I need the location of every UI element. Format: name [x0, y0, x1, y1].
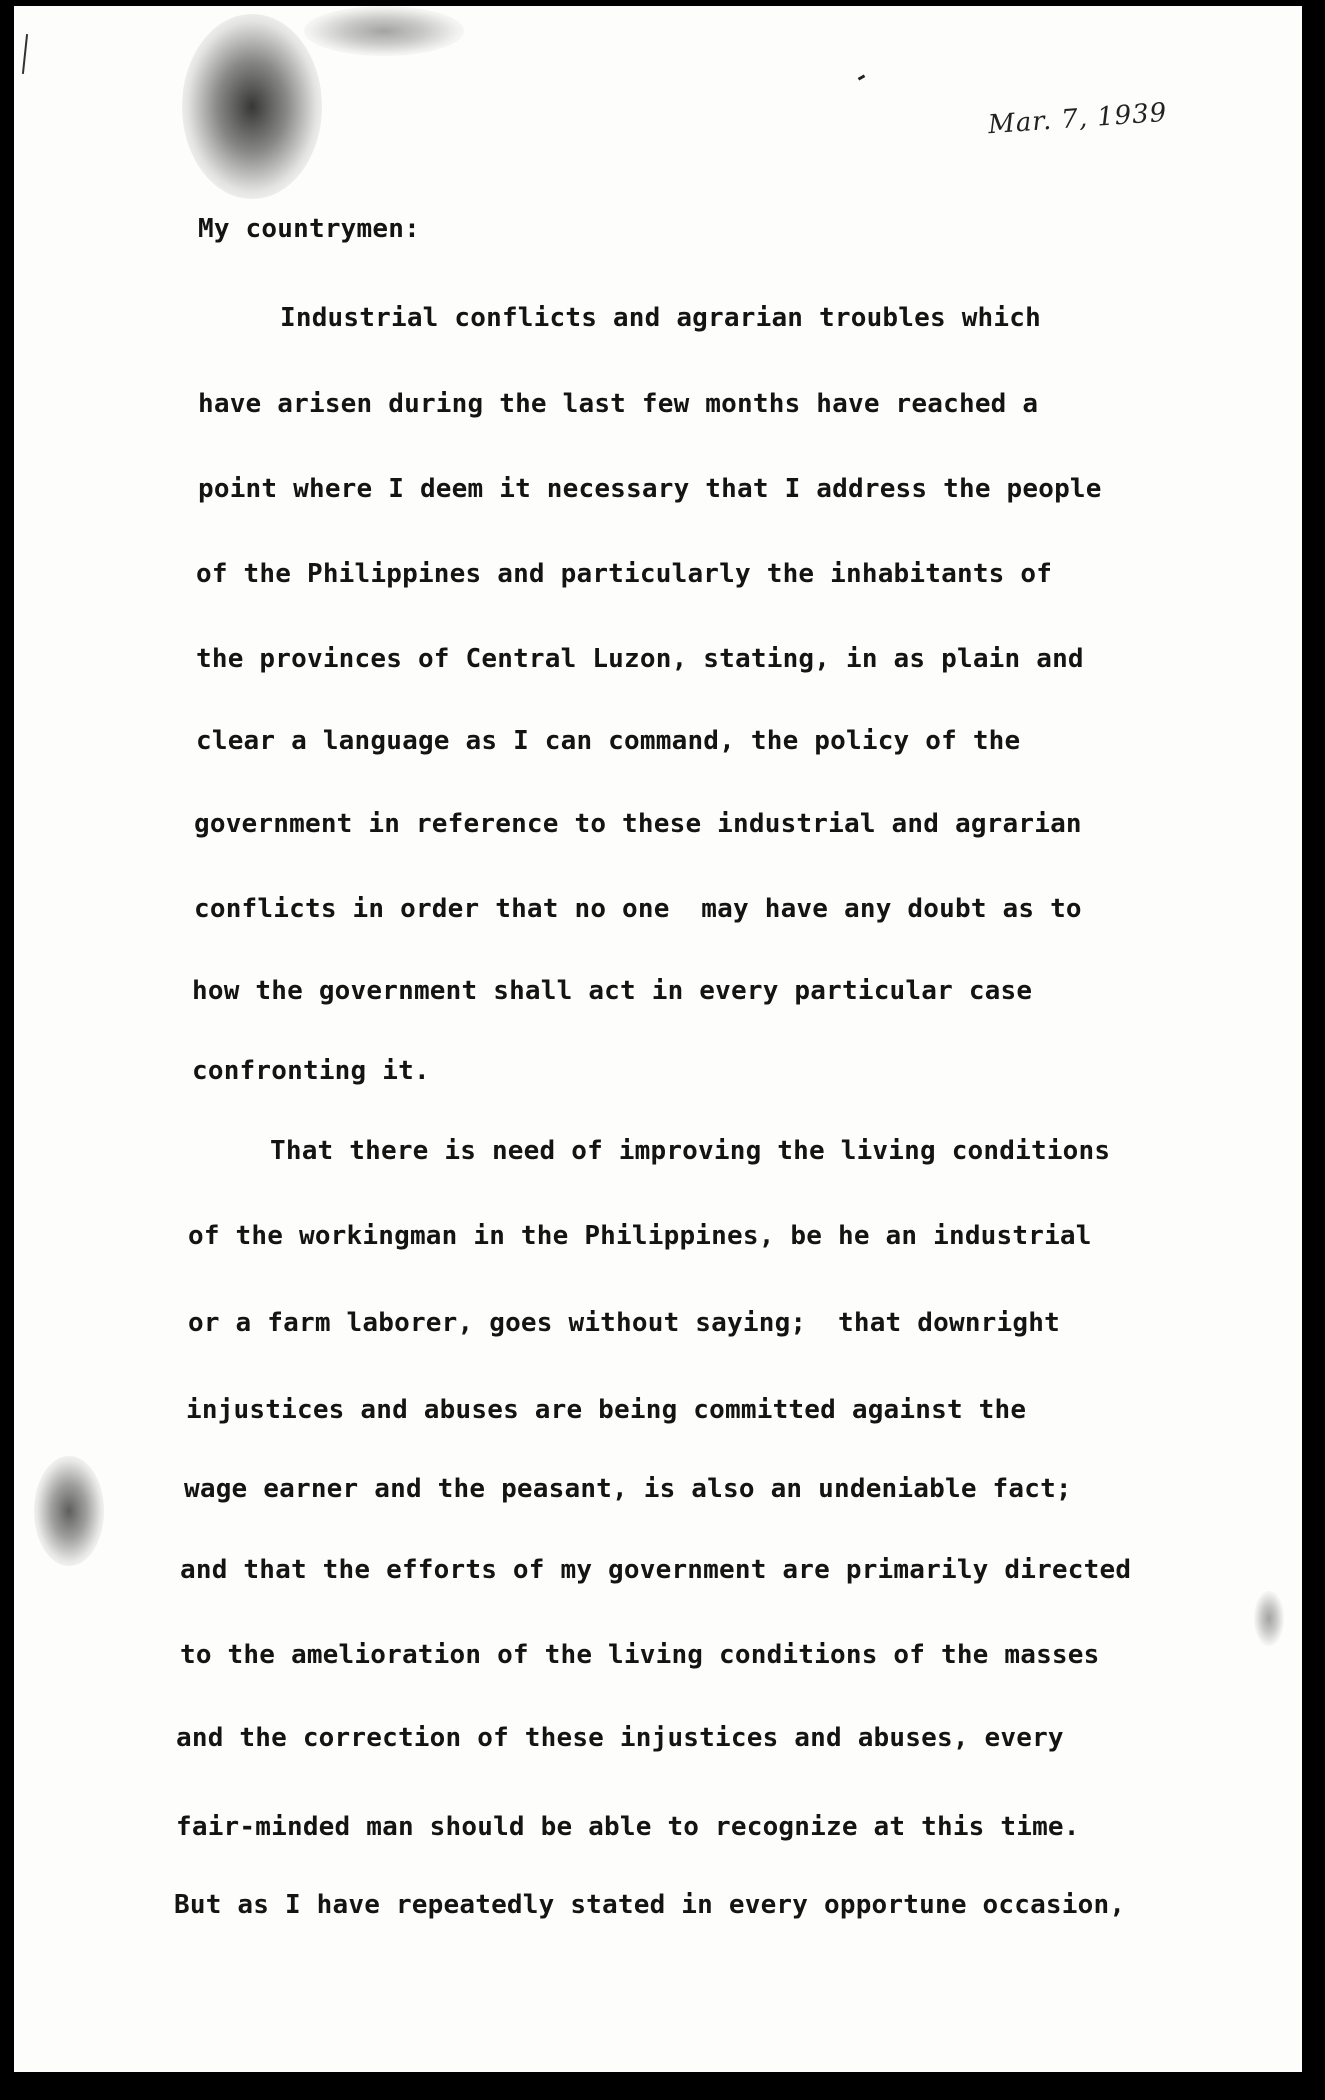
text-line: of the Philippines and particularly the inhabitants of [196, 559, 1053, 589]
text-line: confronting it. [192, 1056, 430, 1086]
document-page [14, 6, 1302, 2072]
ink-smudge [34, 1456, 104, 1566]
text-line: of the workingman in the Philippines, be he an industrial [188, 1221, 1092, 1251]
text-line: That there is need of improving the living conditions [270, 1136, 1111, 1166]
text-line: point where I deem it necessary that I address the people [198, 474, 1102, 504]
text-line: conflicts in order that no one may have any doubt as to [194, 894, 1082, 924]
text-line: and that the efforts of my government are primarily directed [180, 1555, 1132, 1585]
text-line: wage earner and the peasant, is also an undeniable fact; [184, 1474, 1072, 1504]
handwritten-date: Mar. 7, 1939 [987, 97, 1169, 141]
text-line: the provinces of Central Luzon, stating, in as plain and [196, 644, 1084, 674]
text-line: Industrial conflicts and agrarian troubles which [280, 303, 1041, 333]
ink-smudge [182, 14, 322, 199]
ink-smudge [1254, 1591, 1284, 1646]
ink-smudge [304, 6, 464, 56]
text-line: how the government shall act in every particular case [192, 976, 1033, 1006]
edge-mark [22, 34, 28, 74]
text-line: or a farm laborer, goes without saying; that downright [188, 1308, 1060, 1338]
text-line: have arisen during the last few months have reached a [198, 389, 1039, 419]
text-line: to the amelioration of the living conditions of the masses [180, 1640, 1100, 1670]
salutation: My countrymen: [198, 214, 420, 244]
text-line: and the correction of these injustices and abuses, every [176, 1723, 1064, 1753]
ink-speck [858, 74, 866, 80]
text-line: government in reference to these industrial and agrarian [194, 809, 1082, 839]
text-line: But as I have repeatedly stated in every opportune occasion, [174, 1890, 1126, 1920]
text-line: clear a language as I can command, the policy of the [196, 726, 1021, 756]
text-line: injustices and abuses are being committed against the [186, 1395, 1027, 1425]
text-line: fair-minded man should be able to recognize at this time. [176, 1812, 1080, 1842]
